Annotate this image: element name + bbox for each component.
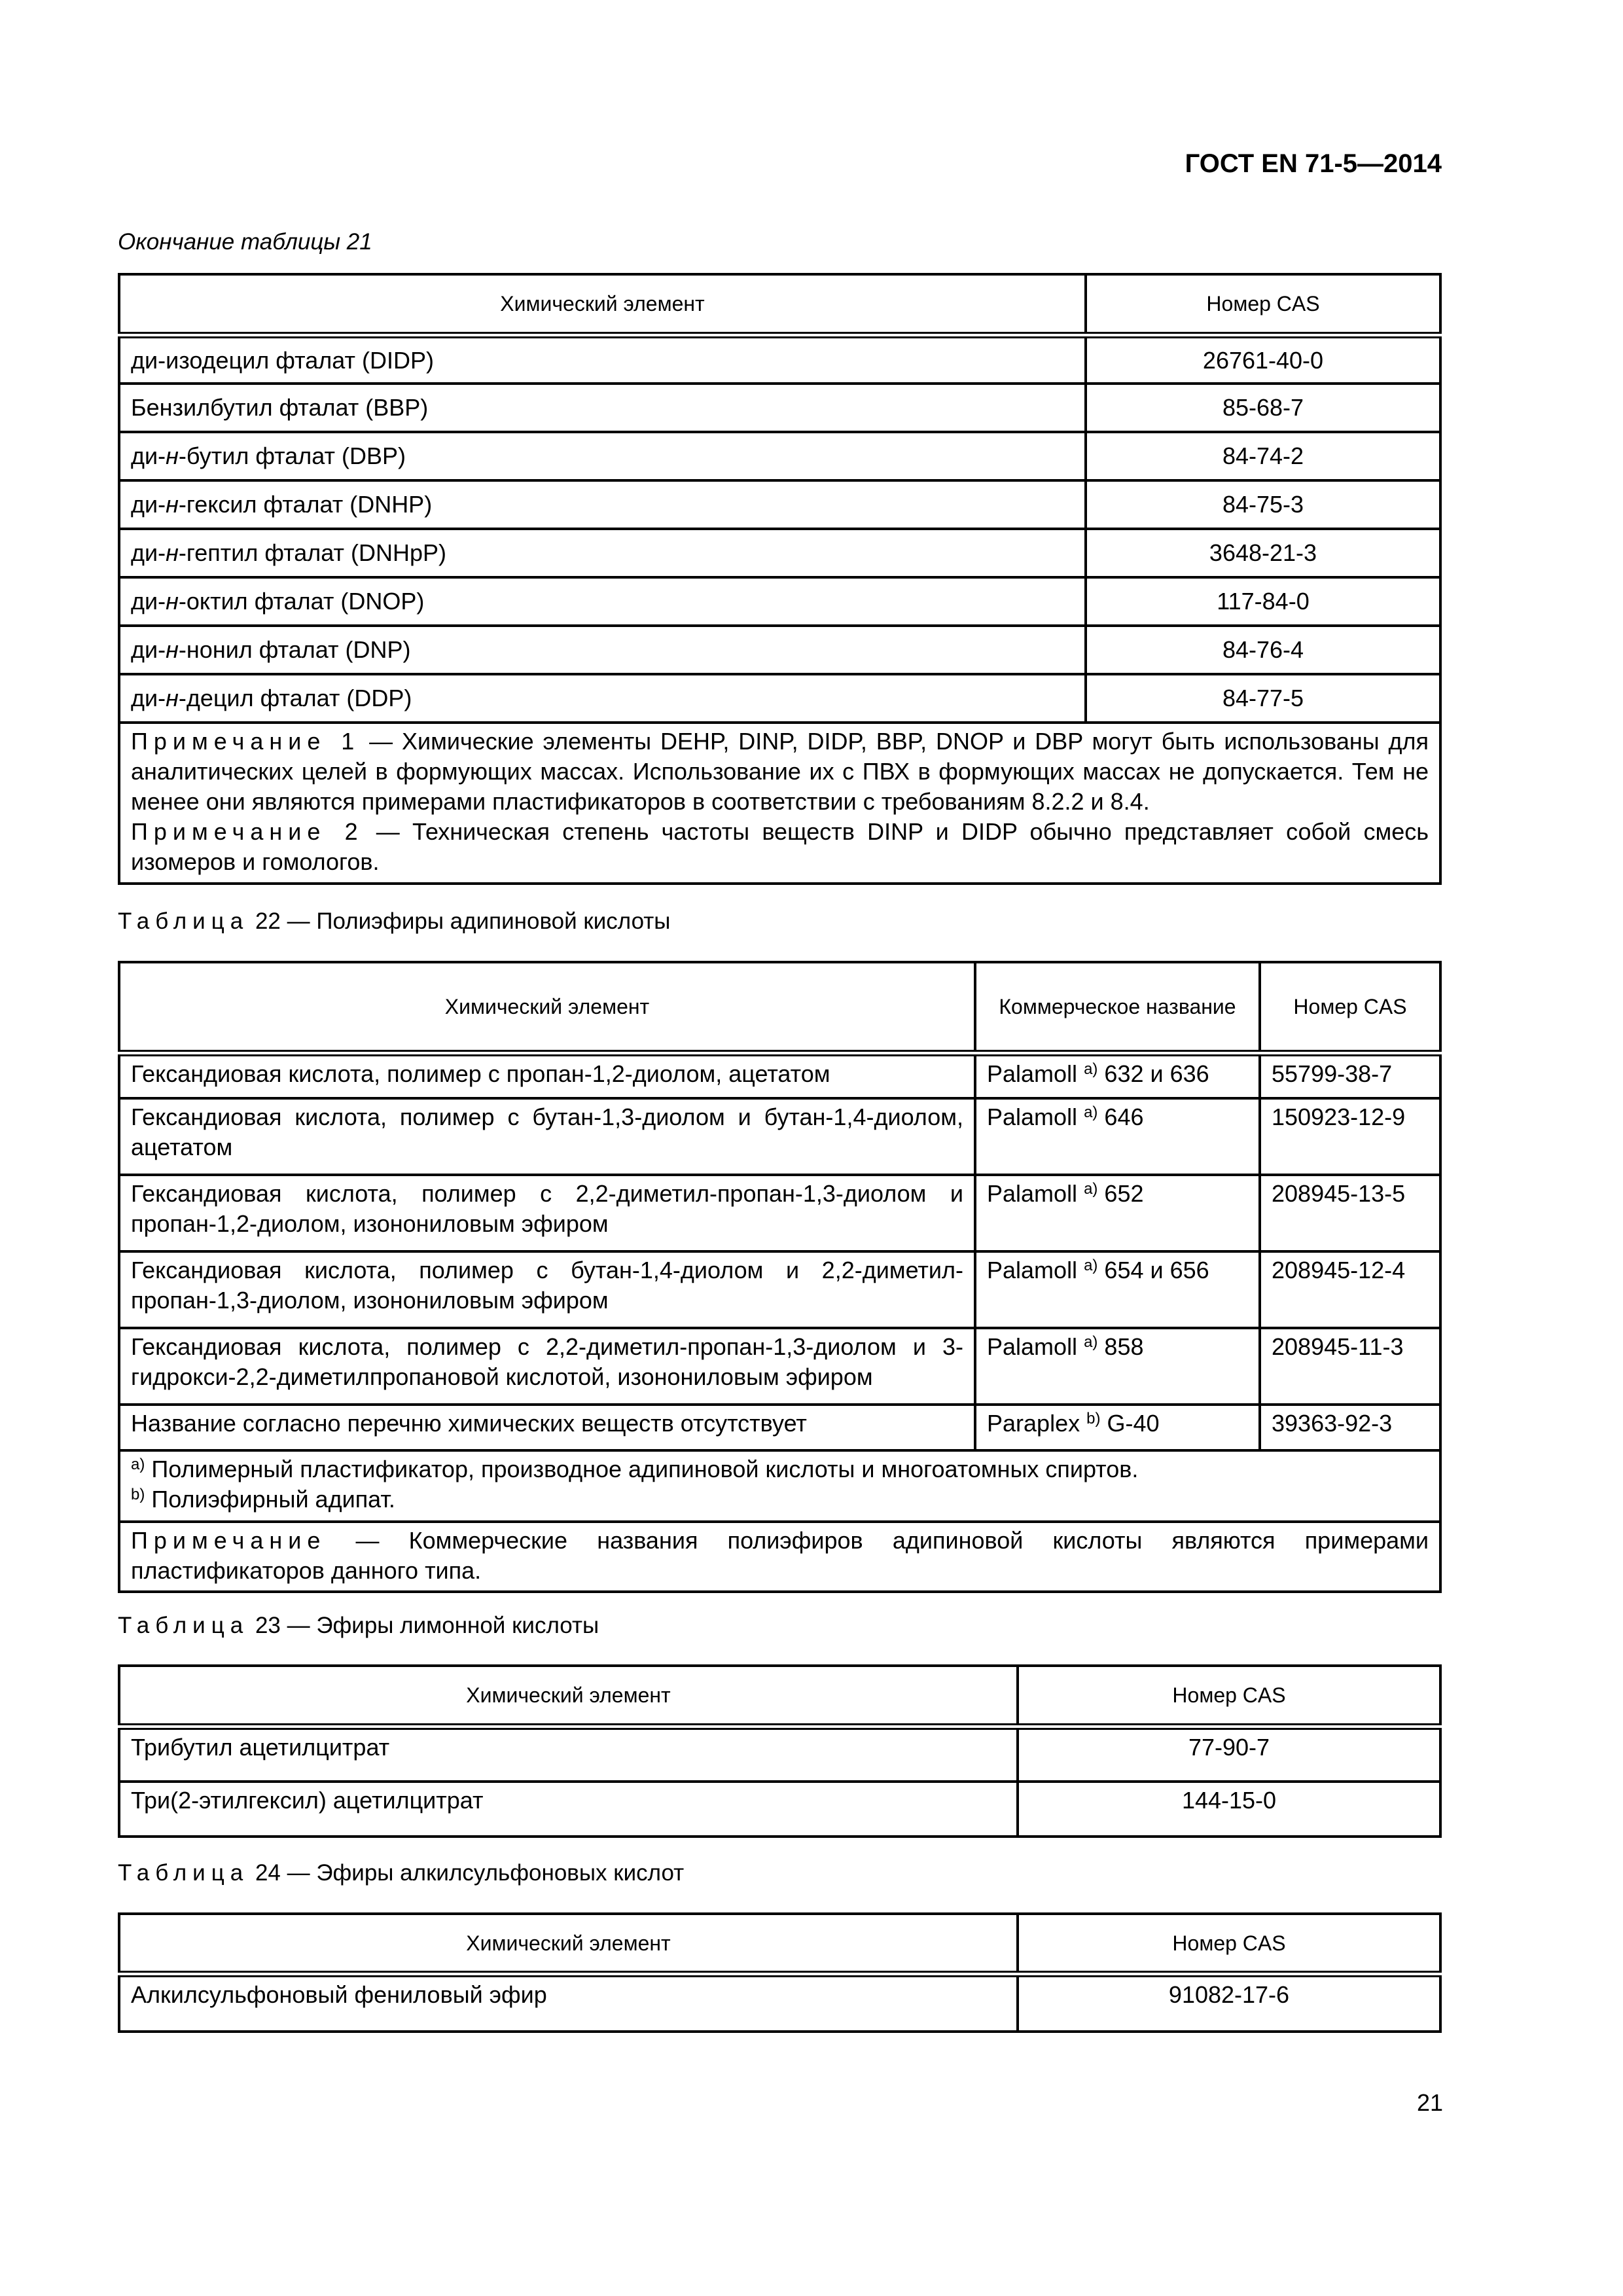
trade-suffix: 654 и 656 (1097, 1257, 1209, 1283)
name-prefix: Бензилбутил фталат (BBP) (131, 394, 429, 421)
name-italic: н (166, 491, 179, 518)
trade-name: Palamoll (987, 1333, 1078, 1360)
name-prefix: ди- (131, 588, 166, 615)
cas-number-cell: 84-74-2 (1086, 432, 1440, 480)
table-row (119, 384, 1440, 432)
table-row (119, 480, 1440, 529)
trade-suffix: 646 (1097, 1103, 1144, 1130)
column-header: Номер CAS (1018, 1666, 1440, 1727)
caption-text: 22 — Полиэфиры адипиновой кислоты (249, 908, 671, 934)
cas-number-cell: 77-90-7 (1018, 1727, 1440, 1782)
name-italic: н (166, 685, 179, 711)
table-row (119, 1053, 1440, 1098)
table-24 (118, 1912, 1442, 2033)
name-prefix: ди- (131, 442, 166, 469)
cas-number-cell: 84-76-4 (1086, 626, 1440, 674)
table-note (119, 723, 1440, 884)
name-rest: -нонил фталат (DNP) (178, 636, 411, 663)
cas-number-cell: 26761-40-0 (1086, 335, 1440, 384)
trade-name: Palamoll (987, 1060, 1078, 1087)
table-note (119, 1522, 1440, 1592)
column-header: Химический элемент (119, 1666, 1018, 1727)
note-label: Примечание (131, 1527, 327, 1554)
table-row (119, 1782, 1440, 1837)
table-24-caption (118, 1860, 684, 1886)
table-row (119, 1098, 1440, 1175)
cas-number-cell: 208945-12-4 (1260, 1251, 1440, 1328)
table-row (119, 335, 1440, 384)
trade-name-cell (975, 1098, 1260, 1175)
chemical-name-cell: Гександиовая кислота, полимер с 2,2-диметил-пропан-1,3-диолом и 3-гидрокси-2,2-диметилпропановой кислотой, изонониловым эфиром (119, 1328, 975, 1405)
trade-name-cell (975, 1405, 1260, 1450)
column-header: Химический элемент (119, 1914, 1018, 1974)
column-header: Номер CAS (1018, 1914, 1440, 1974)
note-text: — Техническая степень частоты веществ DINP и DIDP обычно представляет собой смесь изомеров и гомологов. (131, 818, 1429, 875)
footnote-mark: a) (1084, 1180, 1098, 1198)
document-code: ГОСТ EN 71-5—2014 (1185, 149, 1442, 178)
cas-number-cell: 84-77-5 (1086, 674, 1440, 723)
name-prefix: ди- (131, 636, 166, 663)
table-row (119, 432, 1440, 480)
table-row (119, 1328, 1440, 1405)
footnote-mark: a) (1084, 1103, 1098, 1121)
table-footnotes (119, 1450, 1440, 1522)
trade-name-cell (975, 1053, 1260, 1098)
chemical-name-cell (119, 384, 1086, 432)
trade-name: Paraplex (987, 1410, 1080, 1437)
chemical-name-cell: Трибутил ацетилцитрат (119, 1727, 1018, 1782)
note-text: — Коммерческие названия полиэфиров адипиновой кислоты являются примерами пластификаторов данного типа. (131, 1527, 1429, 1584)
name-rest: -октил фталат (DNOP) (178, 588, 425, 615)
cas-number-cell: 55799-38-7 (1260, 1053, 1440, 1098)
chemical-name-cell: Гександиовая кислота, полимер с бутан-1,3-диолом и бутан-1,4-диолом, ацетатом (119, 1098, 975, 1175)
chemical-name-cell (119, 529, 1086, 577)
chemical-name-cell: Гександиовая кислота, полимер с 2,2-диметил-пропан-1,3-диолом и пропан-1,2-диолом, изонониловым эфиром (119, 1175, 975, 1251)
name-prefix: ди-изодецил фталат (DIDP) (131, 346, 434, 374)
column-header: Номер CAS (1260, 962, 1440, 1053)
trade-name: Palamoll (987, 1103, 1078, 1130)
footnote-mark: a) (1084, 1257, 1098, 1274)
footnote-mark: a) (1084, 1060, 1098, 1078)
cas-number-cell: 150923-12-9 (1260, 1098, 1440, 1175)
page-number: 21 (1417, 2089, 1444, 2116)
cas-number-cell: 144-15-0 (1018, 1782, 1440, 1837)
trade-name-cell (975, 1251, 1260, 1328)
table-row (119, 674, 1440, 723)
trade-suffix: 652 (1097, 1180, 1144, 1207)
note-label: Примечание 2 (131, 818, 364, 845)
trade-name-cell (975, 1175, 1260, 1251)
caption-label: Таблица (118, 1860, 249, 1886)
table-row (119, 1251, 1440, 1328)
name-rest: -децил фталат (DDP) (178, 685, 412, 711)
trade-name: Palamoll (987, 1180, 1078, 1207)
column-header: Химический элемент (119, 962, 975, 1053)
chemical-name-cell (119, 626, 1086, 674)
cas-number-cell: 39363-92-3 (1260, 1405, 1440, 1450)
name-italic: н (166, 442, 179, 469)
cas-number-cell: 117-84-0 (1086, 577, 1440, 626)
table-22 (118, 961, 1442, 1593)
table-21-continuation-caption: Окончание таблицы 21 (118, 229, 372, 255)
table-21 (118, 273, 1442, 885)
column-header: Химический элемент (119, 274, 1086, 335)
table-row (119, 1974, 1440, 2032)
cas-number-cell: 3648-21-3 (1086, 529, 1440, 577)
chemical-name-cell: Гександиовая кислота, полимер с бутан-1,4-диолом и 2,2-диметил-пропан-1,3-диолом, изонониловым эфиром (119, 1251, 975, 1328)
cas-number-cell: 84-75-3 (1086, 480, 1440, 529)
trade-suffix: 858 (1097, 1333, 1144, 1360)
table-23 (118, 1664, 1442, 1838)
footnote: $^{b)}$ Полиэфирный адипат. (131, 1486, 395, 1513)
chemical-name-cell (119, 480, 1086, 529)
caption-label: Таблица (118, 1613, 249, 1638)
name-rest: -бутил фталат (DBP) (178, 442, 406, 469)
table-row (119, 1727, 1440, 1782)
chemical-name-cell (119, 432, 1086, 480)
chemical-name-cell: Алкилсульфоновый фениловый эфир (119, 1974, 1018, 2032)
trade-name-cell (975, 1328, 1260, 1405)
chemical-name-cell (119, 674, 1086, 723)
column-header: Номер CAS (1086, 274, 1440, 335)
trade-name: Palamoll (987, 1257, 1078, 1283)
cas-number-cell: 208945-11-3 (1260, 1328, 1440, 1405)
name-rest: -гептил фталат (DNHpP) (178, 539, 447, 566)
trade-suffix: 632 и 636 (1097, 1060, 1209, 1087)
name-prefix: ди- (131, 491, 166, 518)
table-row (119, 577, 1440, 626)
name-prefix: ди- (131, 685, 166, 711)
name-italic: н (166, 636, 179, 663)
table-row (119, 529, 1440, 577)
column-header: Коммерческое название (975, 962, 1260, 1053)
table-22-caption (118, 908, 670, 935)
note-label: Примечание 1 (131, 728, 361, 755)
name-prefix: ди- (131, 539, 166, 566)
chemical-name-cell: Гександиовая кислота, полимер с пропан-1,2-диолом, ацетатом (119, 1053, 975, 1098)
cas-number-cell: 85-68-7 (1086, 384, 1440, 432)
caption-label: Таблица (118, 908, 249, 934)
table-row (119, 1405, 1440, 1450)
name-italic: н (166, 539, 179, 566)
chemical-name-cell (119, 577, 1086, 626)
chemical-name-cell: Название согласно перечню химических веществ отсутствует (119, 1405, 975, 1450)
trade-suffix: G-40 (1100, 1410, 1160, 1437)
footnote-mark: b) (1086, 1410, 1101, 1427)
cas-number-cell: 91082-17-6 (1018, 1974, 1440, 2032)
name-italic: н (166, 588, 179, 615)
footnote: $^{a)}$ Полимерный пластификатор, производное адипиновой кислоты и многоатомных спиртов. (131, 1456, 1139, 1482)
chemical-name-cell (119, 335, 1086, 384)
chemical-name-cell: Три(2-этилгексил) ацетилцитрат (119, 1782, 1018, 1837)
note-text: — Химические элементы DEHP, DINP, DIDP, BBP, DNOP и DBP могут быть использованы для аналитических целей в формующих массах. Использование их с ПВХ в формующих массах не допускается. Тем не менее они являются примерами пластификаторов в соответствии с требованиям 8.2.2 и 8.4. (131, 728, 1429, 815)
caption-text: 23 — Эфиры лимонной кислоты (249, 1613, 599, 1638)
table-row (119, 1175, 1440, 1251)
cas-number-cell: 208945-13-5 (1260, 1175, 1440, 1251)
caption-text: 24 — Эфиры алкилсульфоновых кислот (249, 1860, 685, 1886)
table-row (119, 626, 1440, 674)
table-23-caption (118, 1613, 599, 1639)
name-rest: -гексил фталат (DNHP) (178, 491, 433, 518)
footnote-mark: a) (1084, 1333, 1098, 1351)
